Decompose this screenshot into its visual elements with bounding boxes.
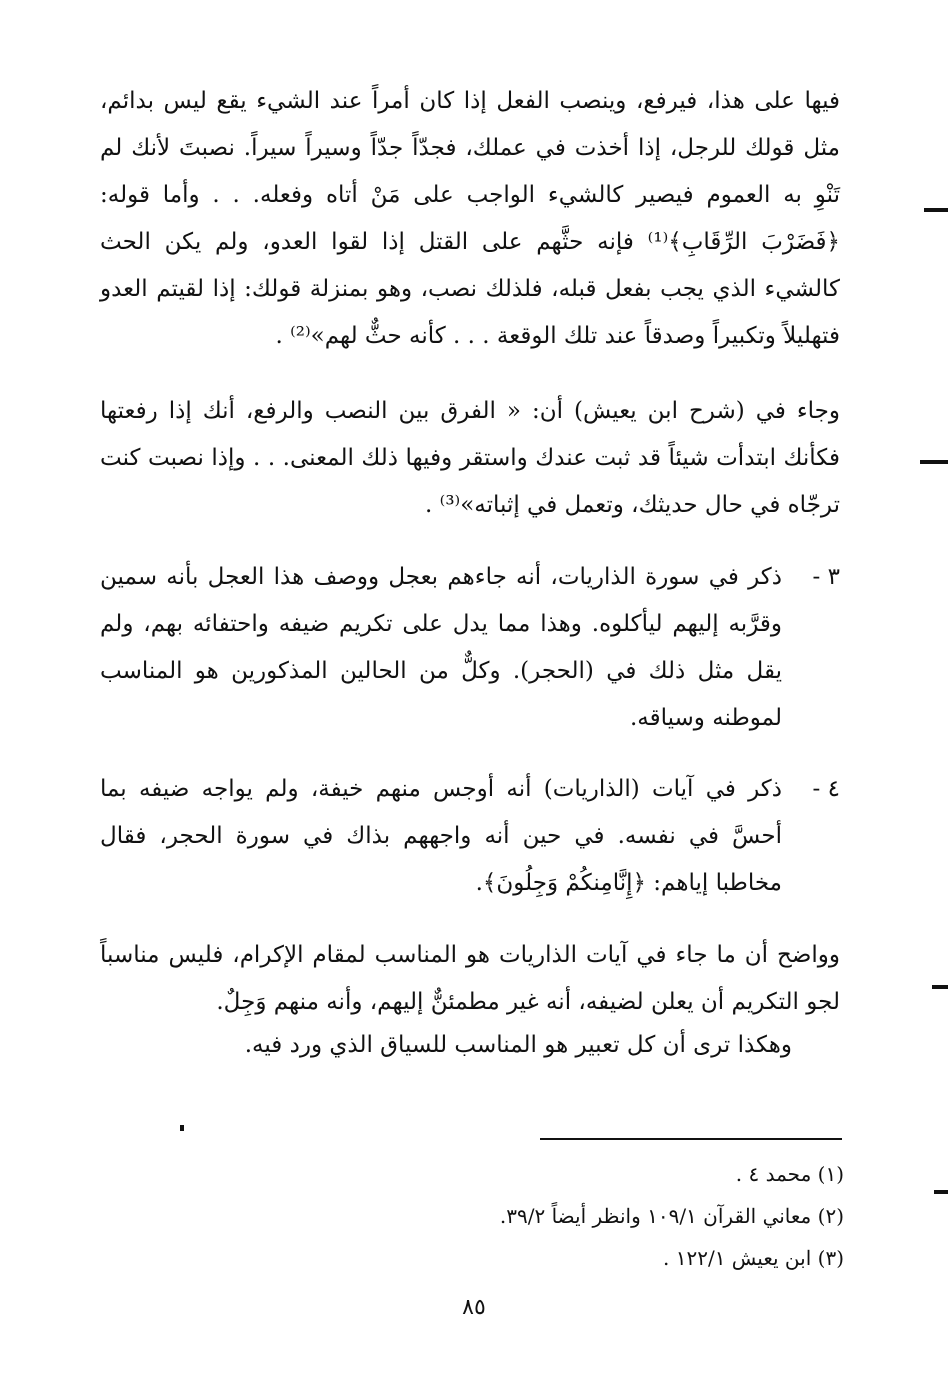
scan-mark [180,1125,184,1131]
scan-mark [934,1190,948,1194]
list-number: ٣ - [812,564,840,590]
list-text: ذكر في سورة الذاريات، أنه جاءهم بعجل ووصف هذا العجل بأنه سمين وقرَّبه إليهم ليأكلوه. وهذا مما يدل على تكريم ضيفه واحتفائه بهم، ولم يقل مثل ذلك في (الحجر). وكلٌّ من الحالين المذكورين هو المناسب لموطنه وسياقه. [100,564,782,731]
list-item-3 [100,554,840,742]
paragraph-1: فيها على هذا، فيرفع، وينصب الفعل إذا كان أمراً عند الشيء يقع ليس بدائم، مثل قولك للرجل، إذا أخذت في عملك، فجدّاً جدّاً وسيراً سيراً. نصبتَ لأنك لم تَنْوِ به العموم فيصير كالشيء الواجب على مَنْ أتاه وفعله. . . وأما قوله: ﴿فَضَرْبَ الرِّقَابِ﴾⁽¹⁾ فإنه حثَّهم على القتل إذا لقوا العدو، ولم يكن الحث كالشيء الذي يجب بفعل قبله، فلذلك نصب، وهو بمنزلة قولك: إذا لقيتم العدو فتهليلاً وتكبيراً وصدقاً عند تلك الوقعة . . . كأنه حثٌّ لهم»⁽²⁾ . [100,88,840,349]
scan-mark [932,985,948,989]
scan-mark [924,208,948,212]
footnote-divider [540,1138,842,1140]
paragraph-4: وهكذا ترى أن كل تعبير هو المناسب للسياق الذي ورد فيه. [244,1032,792,1058]
list-number: ٤ - [812,776,840,802]
paragraph-3: وواضح أن ما جاء في آيات الذاريات هو المناسب لمقام الإكرام، فليس مناسباً لجو التكريم أن يعلن لضيفه، أنه غير مطمئنٌّ إليهم، وأنه منهم وَجِلٌ. [100,942,840,1015]
footnote-1: (١) محمد ٤ . [735,1162,844,1186]
footnote-3: (٣) ابن يعيش ١٢٢/١ . [663,1246,844,1270]
paragraph-2: وجاء في (شرح ابن يعيش) أن: « الفرق بين النصب والرفع، أنك إذا رفعتها فكأنك ابتدأت شيئاً قد ثبت عندك واستقر وفيها ذلك المعنى. . . وإذا نصبت كنت ترجّاه في حال حديثك، وتعمل في إثباته»⁽³⁾ . [100,398,840,518]
list-item-4 [100,766,840,907]
footnote-2: (٢) معاني القرآن ١٠٩/١ وانظر أيضاً ٣٩/٢. [499,1204,844,1228]
page-number: ٨٥ [462,1295,486,1320]
scan-mark [920,460,948,464]
list-text: ذكر في آيات (الذاريات) أنه أوجس منهم خيفة، ولم يواجه ضيفه بما أحسَّ في نفسه. في حين أنه واجههم بذاك في سورة الحجر، فقال مخاطبا إياهم: ﴿إِنَّامِنكُمْ وَجِلُونَ﴾. [100,776,782,896]
